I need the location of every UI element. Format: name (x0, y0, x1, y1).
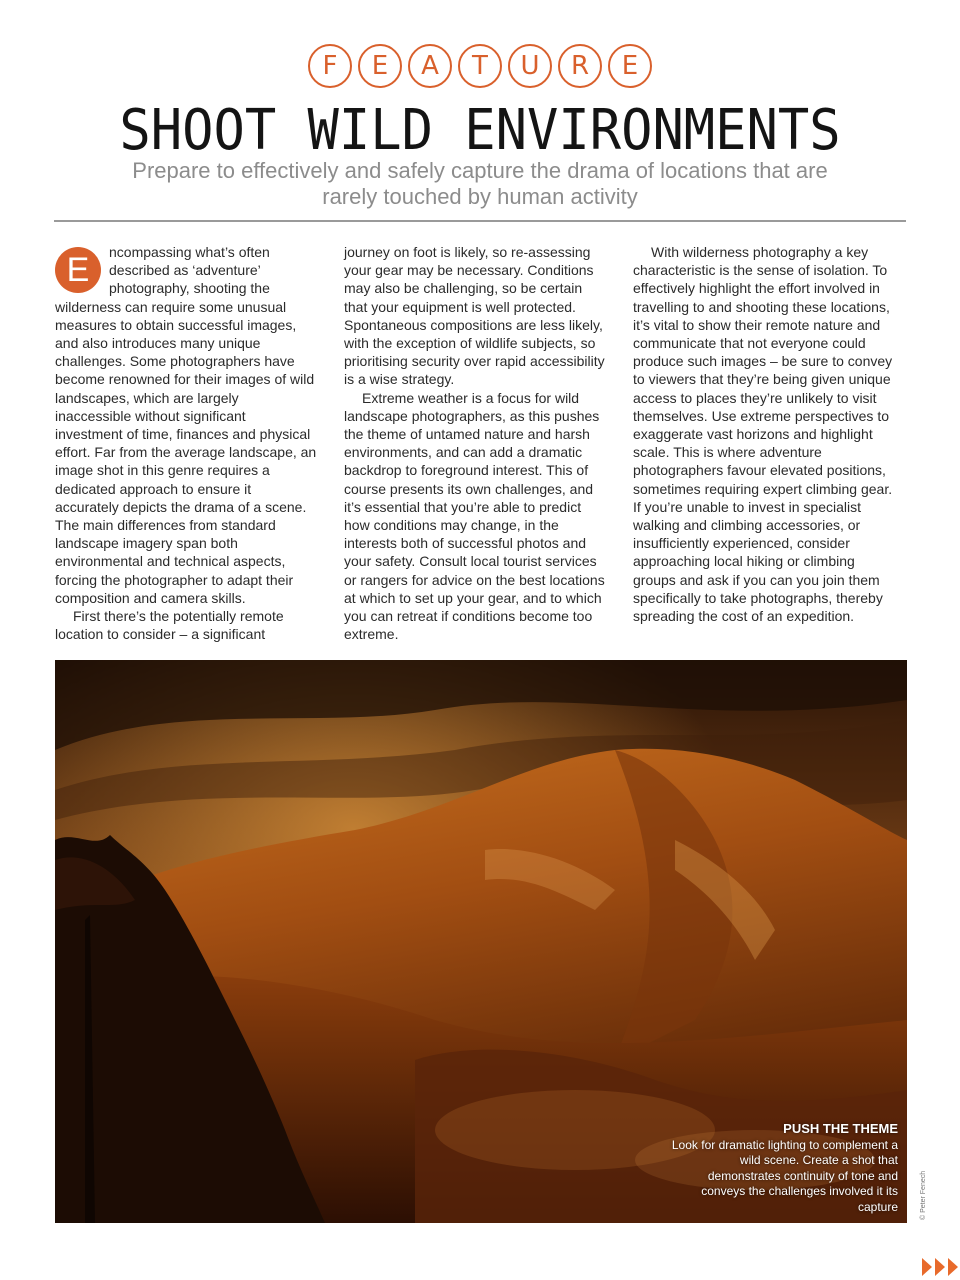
caption-title: PUSH THE THEME (783, 1121, 898, 1136)
paragraph: journey on foot is likely, so re-assessing your gear may be necessary. Conditions may also be challenging, so be certain that your equipment is well protected. Spontaneous compositions are less likely, with the exception of wildlife subjects, so prioritising security over rapid accessibility is a wise strategy. (344, 244, 605, 388)
article-column-1 (55, 243, 317, 643)
kicker-letter: E (358, 44, 402, 88)
paragraph (55, 243, 317, 607)
article-column-2 (344, 243, 606, 643)
next-page-icon[interactable] (922, 1254, 960, 1280)
kicker-letter: T (458, 44, 502, 88)
caption-text: Look for dramatic lighting to complement a wild scene. Create a shot that demonstrates continuity of tone and conveys the challenges involved it its capture (671, 1137, 898, 1214)
kicker-letter: A (408, 44, 452, 88)
article-column-3 (633, 243, 895, 625)
kicker-letter: E (608, 44, 652, 88)
paragraph: Extreme weather is a focus for wild landscape photographers, as this pushes the theme of untamed nature and harsh environments, and can add a dramatic backdrop to foreground interest. This of course presents its own challenges, and it’s essential that you’re able to predict how conditions may change, in the interests both of successful photos and your safety. Consult local tourist services or rangers for advice on the best locations at which to set up your gear, and to which you can retreat if conditions become too extreme. (344, 389, 605, 643)
landscape-photo (55, 660, 907, 1223)
drop-cap: E (55, 247, 101, 293)
page-title: SHOOT WILD ENVIRONMENTS (119, 98, 841, 163)
paragraph-text: ncompassing what’s often described as ‘adventure’ photography, shooting the wilderness can require some unusual measures to obtain successful images, and also introduces many unique challenges. Some photographers have become renowned for their images of wild landscapes, which are largely inaccessible without significant investment of time, finances and physical effort. Far from the average landscape, an image shot in this genre requires a dedicated approach to ensure it accurately depicts the drama of a scene. The main differences from standard landscape imagery span both environmental and technical aspects, forcing the photographer to adapt their composition and camera skills. (55, 244, 317, 606)
header-divider (54, 220, 906, 222)
paragraph: First there’s the potentially remote location to consider – a significant (55, 608, 284, 643)
standfirst: Prepare to effectively and safely capture the drama of locations that are rarely touched by human activity (132, 158, 828, 209)
photo-credit: © Peter Fenech (920, 1170, 927, 1220)
kicker-letter: R (558, 44, 602, 88)
kicker-letter: F (308, 44, 352, 88)
kicker-letter: U (508, 44, 552, 88)
feature-kicker (0, 44, 960, 88)
photo-caption (668, 1121, 898, 1215)
paragraph: With wilderness photography a key characteristic is the sense of isolation. To effectively highlight the effort involved in travelling to and shooting these locations, it’s vital to show their remote nature and communicate that not everyone could produce such images – be sure to convey to viewers that they’re being given unique access to places they’re unlikely to visit themselves. Use extreme perspectives to exaggerate vast horizons and highlight scale. This is where adventure photographers favour elevated positions, sometimes requiring expert climbing gear. If you’re unable to invest in specialist walking and climbing accessories, or insufficiently experienced, consider approaching local hiking or climbing groups and ask if you can you join them specifically to take photographs, thereby spreading the cost of an expedition. (633, 244, 893, 625)
